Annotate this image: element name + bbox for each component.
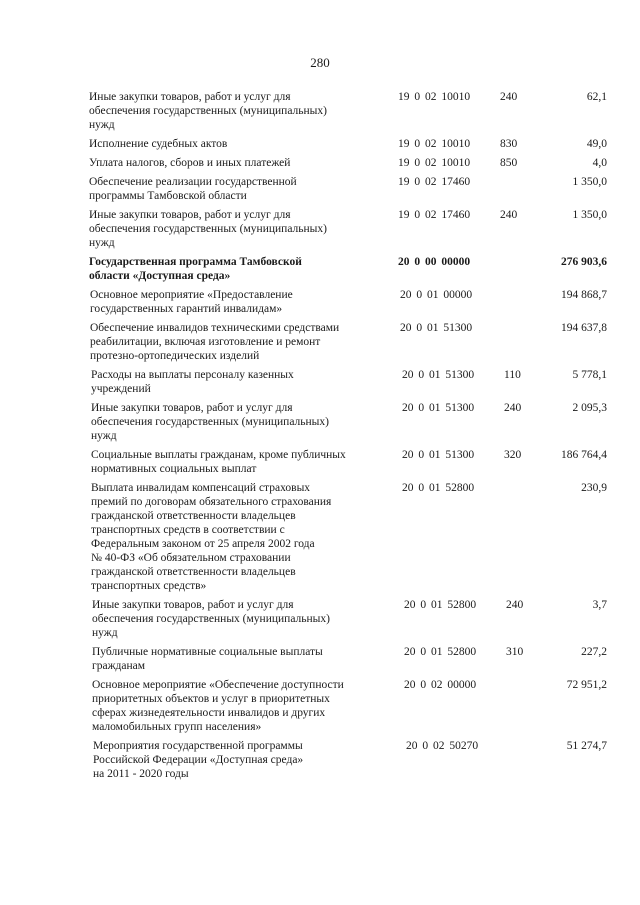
row-code: 20 0 01 51300 xyxy=(402,402,475,414)
row-description: Мероприятия государственной программы Российской Федерации «Доступная среда» на 2011 - 2020 годы xyxy=(93,740,304,780)
row-amount: 194 637,8 xyxy=(561,322,607,334)
row-code: 20 0 01 52800 xyxy=(404,646,477,658)
row-amount: 230,9 xyxy=(581,482,607,494)
row-description: Обеспечение инвалидов техническими средствами реабилитации, включая изготовление и ремонт протезно-ортопедических изделий xyxy=(90,322,340,362)
table-row xyxy=(0,288,640,316)
row-code: 20 0 02 00000 xyxy=(404,679,477,691)
row-description: Основное мероприятие «Предоставление государственных гарантий инвалидам» xyxy=(90,289,293,315)
row-amount: 1 350,0 xyxy=(572,176,607,188)
table-row xyxy=(0,175,640,203)
page-number: 280 xyxy=(310,55,330,70)
row-description: Основное мероприятие «Обеспечение доступности приоритетных объектов и услуг в приоритетных сферах жизнедеятельности инвалидов и других маломобильных групп населения» xyxy=(92,679,344,733)
row-code: 20 0 01 51300 xyxy=(402,449,475,461)
table-row xyxy=(0,598,640,640)
row-description: Иные закупки товаров, работ и услуг для обеспечения государственных (муниципальных) нужд xyxy=(89,209,327,249)
table-row xyxy=(0,645,640,673)
budget-table xyxy=(0,90,640,786)
row-description: Иные закупки товаров, работ и услуг для обеспечения государственных (муниципальных) нужд xyxy=(91,402,329,442)
row-amount: 2 095,3 xyxy=(572,402,607,414)
row-description: Иные закупки товаров, работ и услуг для обеспечения государственных (муниципальных) нужд xyxy=(92,599,330,639)
row-description: Уплата налогов, сборов и иных платежей xyxy=(89,157,291,169)
table-row xyxy=(0,448,640,476)
table-row xyxy=(0,137,640,151)
row-amount: 227,2 xyxy=(581,646,607,658)
table-row xyxy=(0,368,640,396)
row-amount: 49,0 xyxy=(586,138,607,150)
row-amount: 51 274,7 xyxy=(566,740,607,752)
row-code: 20 0 01 51300 xyxy=(402,369,475,381)
row-amount: 276 903,6 xyxy=(561,256,607,268)
row-code: 19 0 02 10010 xyxy=(398,91,471,103)
row-amount: 3,7 xyxy=(592,599,607,611)
row-expense-type: 850 xyxy=(500,157,518,169)
table-row xyxy=(0,678,640,734)
row-expense-type: 240 xyxy=(500,91,518,103)
table-row xyxy=(0,255,640,283)
row-expense-type: 110 xyxy=(504,369,521,381)
row-description: Расходы на выплаты персоналу казенных учреждений xyxy=(91,369,294,395)
table-row xyxy=(0,321,640,363)
row-code: 19 0 02 10010 xyxy=(398,157,471,169)
row-code: 20 0 01 51300 xyxy=(400,322,473,334)
row-amount: 4,0 xyxy=(592,157,607,169)
row-expense-type: 310 xyxy=(506,646,524,658)
row-amount: 186 764,4 xyxy=(561,449,607,461)
row-description: Социальные выплаты гражданам, кроме публичных нормативных социальных выплат xyxy=(91,449,346,475)
row-description: Обеспечение реализации государственной программы Тамбовской области xyxy=(89,176,297,202)
table-row xyxy=(0,208,640,250)
row-amount: 62,1 xyxy=(586,91,607,103)
row-code: 20 0 02 50270 xyxy=(406,740,479,752)
row-expense-type: 240 xyxy=(500,209,518,221)
row-description: Публичные нормативные социальные выплаты гражданам xyxy=(92,646,323,672)
row-code: 20 0 00 00000 xyxy=(398,256,471,268)
row-code: 19 0 02 17460 xyxy=(398,209,471,221)
row-code: 19 0 02 17460 xyxy=(398,176,471,188)
row-expense-type: 240 xyxy=(506,599,524,611)
table-row xyxy=(0,739,640,781)
row-expense-type: 830 xyxy=(500,138,518,150)
row-description: Исполнение судебных актов xyxy=(89,138,228,150)
row-code: 20 0 01 00000 xyxy=(400,289,473,301)
table-row xyxy=(0,156,640,170)
table-row xyxy=(0,481,640,593)
table-row xyxy=(0,401,640,443)
row-code: 20 0 01 52800 xyxy=(402,482,475,494)
row-amount: 72 951,2 xyxy=(566,679,607,691)
row-code: 20 0 01 52800 xyxy=(404,599,477,611)
row-code: 19 0 02 10010 xyxy=(398,138,471,150)
row-description: Выплата инвалидам компенсаций страховых премий по договорам обязательного страхования гражданской ответственности владельцев транспортных средств в соответствии с Федеральным законом от 25 апреля 2002 года № 40-ФЗ «Об обязательном страховании гражданской ответственности владельцев транспортных средств» xyxy=(91,482,332,592)
row-expense-type: 320 xyxy=(504,449,522,461)
table-row xyxy=(0,90,640,132)
row-amount: 5 778,1 xyxy=(572,369,607,381)
row-description: Иные закупки товаров, работ и услуг для обеспечения государственных (муниципальных) нужд xyxy=(89,91,327,131)
row-amount: 1 350,0 xyxy=(572,209,607,221)
row-description: Государственная программа Тамбовской области «Доступная среда» xyxy=(89,256,302,282)
row-amount: 194 868,7 xyxy=(561,289,607,301)
row-expense-type: 240 xyxy=(504,402,522,414)
